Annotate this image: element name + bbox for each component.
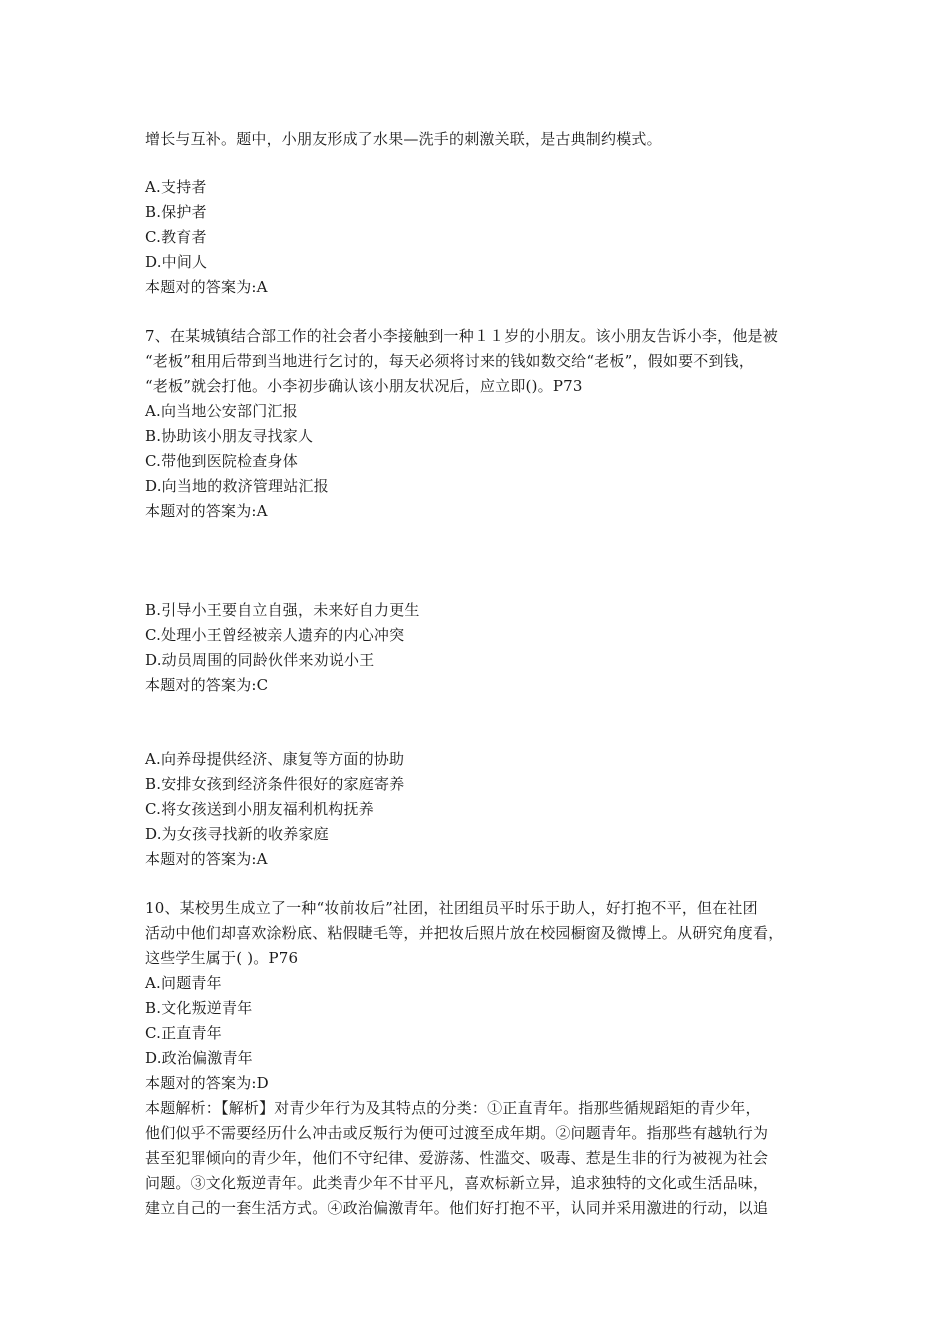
q9-option-c: C.将女孩送到小朋友福利机构抚养 xyxy=(145,800,374,818)
q8-answer: 本题对的答案为:C xyxy=(145,676,269,694)
q6-option-d: D.中间人 xyxy=(145,253,208,271)
q10-explanation-line: 本题解析：【解析】对青少年行为及其特点的分类：①正直青年。指那些循规蹈矩的青少年， xyxy=(145,1099,761,1117)
q7-option-b: B.协助该小朋友寻找家人 xyxy=(145,427,314,445)
q10-stem-line: 活动中他们却喜欢涂粉底、粘假睫毛等，并把妆后照片放在校园橱窗及微博上。从研究角度看， xyxy=(145,924,784,942)
q7-answer: 本题对的答案为:A xyxy=(145,502,268,520)
q10-explanation-line: 问题。③文化叛逆青年。此类青少年不甘平凡，喜欢标新立异，追求独特的文化或生活品味， xyxy=(145,1174,769,1192)
q10-explanation-line: 建立自己的一套生活方式。④政治偏激青年。他们好打抱不平，认同并采用激进的行动，以追 xyxy=(145,1199,769,1217)
q9-option-b: B.安排女孩到经济条件很好的家庭寄养 xyxy=(145,775,405,793)
intro-text: 增长与互补。题中，小朋友形成了水果—洗手的刺激关联，是古典制约模式。 xyxy=(145,130,662,148)
q7-option-a: A.向当地公安部门汇报 xyxy=(145,402,298,420)
q8-option-c: C.处理小王曾经被亲人遗弃的内心冲突 xyxy=(145,626,405,644)
q10-explanation-line: 甚至犯罪倾向的青少年，他们不守纪律、爱游荡、性滥交、吸毒、惹是生非的行为被视为社会 xyxy=(145,1149,769,1167)
q10-explanation-line: 他们似乎不需要经历什么冲击或反叛行为便可过渡至成年期。②问题青年。指那些有越轨行为 xyxy=(145,1124,769,1142)
q7-stem-line: “老板”就会打他。小李初步确认该小朋友状况后，应立即()。P73 xyxy=(145,377,583,395)
q10-stem-line: 10、某校男生成立了一种“妆前妆后”社团，社团组员平时乐于助人，好打抱不平，但在社团 xyxy=(145,899,758,917)
q10-option-b: B.文化叛逆青年 xyxy=(145,999,253,1017)
q6-answer: 本题对的答案为:A xyxy=(145,278,268,296)
q6-option-b: B.保护者 xyxy=(145,203,207,221)
q9-option-d: D.为女孩寻找新的收养家庭 xyxy=(145,825,329,843)
q10-option-d: D.政治偏激青年 xyxy=(145,1049,253,1067)
q7-stem-line: 7、在某城镇结合部工作的社会者小李接触到一种１１岁的小朋友。该小朋友告诉小李，他是被 xyxy=(145,327,778,345)
q8-option-b: B.引导小王要自立自强，未来好自力更生 xyxy=(145,601,420,619)
q7-option-c: C.带他到医院检查身体 xyxy=(145,452,298,470)
q7-option-d: D.向当地的救济管理站汇报 xyxy=(145,477,329,495)
q9-answer: 本题对的答案为:A xyxy=(145,850,268,868)
q10-answer: 本题对的答案为:D xyxy=(145,1074,269,1092)
q10-option-c: C.正直青年 xyxy=(145,1024,222,1042)
q10-stem-line: 这些学生属于( )。P76 xyxy=(145,949,299,967)
q10-option-a: A.问题青年 xyxy=(145,974,222,992)
q9-option-a: A.向养母提供经济、康复等方面的协助 xyxy=(145,750,405,768)
q7-stem-line: “老板”租用后带到当地进行乞讨的，每天必须将讨来的钱如数交给“老板”，假如要不到钱， xyxy=(145,352,755,370)
q6-option-c: C.教育者 xyxy=(145,228,207,246)
q6-option-a: A.支持者 xyxy=(145,178,207,196)
q8-option-d: D.动员周围的同龄伙伴来劝说小王 xyxy=(145,651,375,669)
